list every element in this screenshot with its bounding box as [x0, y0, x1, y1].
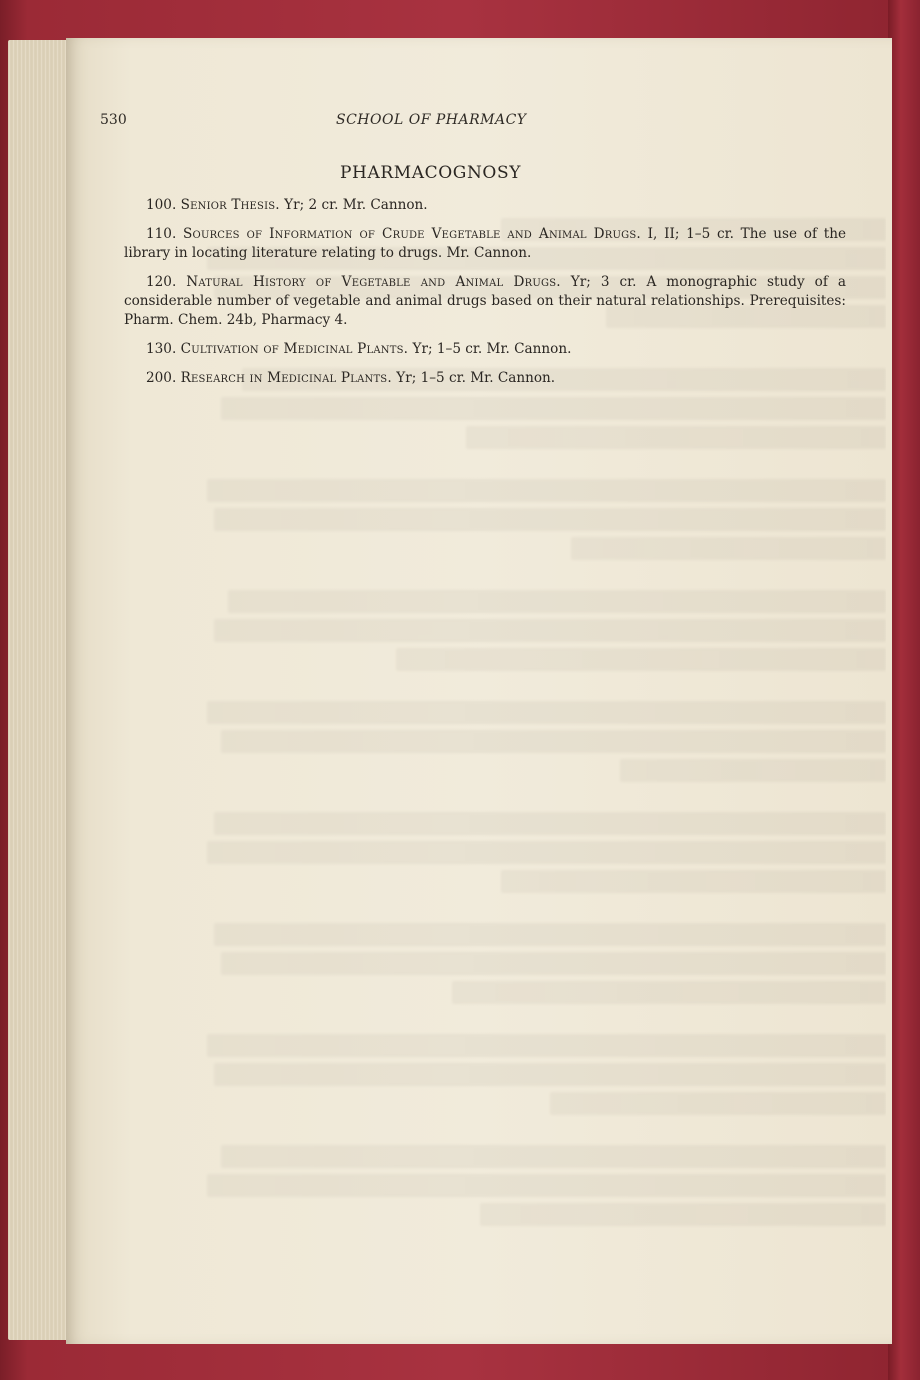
course-list: [124, 196, 846, 398]
course-number: 120.: [146, 274, 177, 290]
course-entry: [124, 196, 846, 215]
course-details: Yr; 1–5 cr. Mr. Cannon.: [412, 341, 572, 357]
book-cover-edge: [888, 0, 920, 1380]
course-number: 200.: [146, 370, 177, 386]
course-title: Sources of Information of Crude Vegetable and Animal Drugs.: [183, 226, 641, 242]
course-number: 100.: [146, 197, 177, 213]
course-number: 130.: [146, 341, 177, 357]
course-title: Cultivation of Medicinal Plants.: [180, 341, 409, 357]
course-details: I, II; 1–5 cr. The use of the library in locating literature relating to drugs. Mr. Cannon.: [124, 226, 846, 261]
course-title: Research in Medicinal Plants.: [180, 370, 392, 386]
course-number: 110.: [146, 226, 177, 242]
course-entry: [124, 340, 846, 359]
running-title: SCHOOL OF PHARMACY: [336, 112, 527, 128]
course-details: Yr; 3 cr. A monographic study of a considerable number of vegetable and animal drugs based on their natural relationships. Prerequisites: Pharm. Chem. 24b, Pharmacy 4.: [124, 274, 846, 328]
course-entry: [124, 225, 846, 263]
course-entry: [124, 273, 846, 330]
page-number: 530: [100, 112, 127, 128]
course-title: Natural History of Vegetable and Animal Drugs.: [186, 274, 561, 290]
page-edges: [8, 40, 70, 1340]
section-heading: PHARMACOGNOSY: [340, 163, 522, 183]
course-details: Yr; 2 cr. Mr. Cannon.: [284, 197, 428, 213]
running-head: [100, 112, 800, 136]
course-entry: [124, 369, 846, 388]
course-title: Senior Thesis.: [180, 197, 280, 213]
course-details: Yr; 1–5 cr. Mr. Cannon.: [396, 370, 556, 386]
